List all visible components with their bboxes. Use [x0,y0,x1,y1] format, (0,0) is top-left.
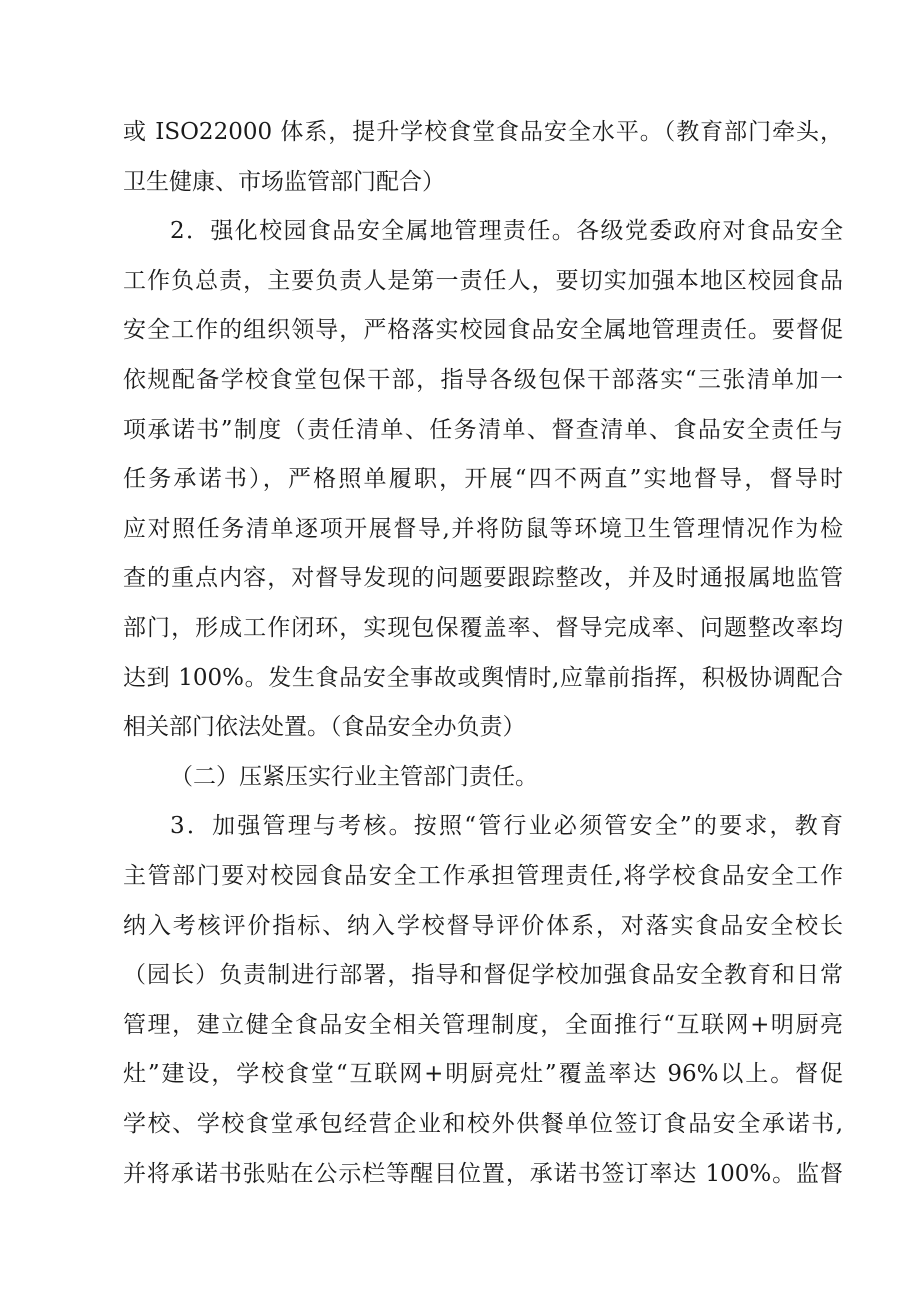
text-line: 管理，建立健全食品安全相关管理制度，全面推行“互联网+明厨亮 [123,1012,843,1038]
text-line: 卫生健康、市场监管部门配合） [123,169,445,195]
text-line: 主管部门要对校园食品安全工作承担管理责任,将学校食品安全工作 [123,863,843,889]
text-line: 部门，形成工作闭环，实现包保覆盖率、督导完成率、问题整改率均 [123,615,843,641]
text-line: 或 ISO22000 体系，提升学校食堂食品安全水平。（教育部门牵头， [123,119,843,145]
text-line: 并将承诺书张贴在公示栏等醒目位置，承诺书签订率达 100%。监督 [123,1161,843,1187]
text-line: 达到 100%。发生食品安全事故或舆情时,应靠前指挥，积极协调配合 [123,665,843,691]
text-line: 相关部门依法处置。（食品安全办负责） [123,714,526,740]
text-line: 依规配备学校食堂包保干部，指导各级包保干部落实“三张清单加一 [123,367,843,393]
text-line: 学校、学校食堂承包经营企业和校外供餐单位签订食品安全承诺书, [123,1111,843,1137]
text-line: （园长）负责制进行部署，指导和督促学校加强食品安全教育和日常 [123,962,843,988]
text-line: 项承诺书”制度（责任清单、任务清单、督查清单、食品安全责任与 [123,417,843,443]
text-line: 应对照任务清单逐项开展督导,并将防鼠等环境卫生管理情况作为检 [123,516,843,542]
text-line: 灶”建设，学校食堂“互联网+明厨亮灶”覆盖率达 96%以上。督促 [123,1061,843,1087]
paragraph-start-line: 2．强化校园食品安全属地管理责任。各级党委政府对食品安全 [170,218,843,244]
text-line: 工作负总责，主要负责人是第一责任人，要切实加强本地区校园食品 [123,268,843,294]
text-line: 任务承诺书），严格照单履职，开展“四不两直”实地督导，督导时 [123,466,843,492]
text-line: 查的重点内容，对督导发现的问题要跟踪整改，并及时通报属地监管 [123,565,843,591]
text-line: 安全工作的组织领导，严格落实校园食品安全属地管理责任。要督促 [123,317,843,343]
text-line: 纳入考核评价指标、纳入学校督导评价体系，对落实食品安全校长 [123,913,843,939]
section-heading: （二）压紧压实行业主管部门责任。 [170,764,538,790]
paragraph-start-line: 3．加强管理与考核。按照“管行业必须管安全”的要求，教育 [170,813,843,839]
